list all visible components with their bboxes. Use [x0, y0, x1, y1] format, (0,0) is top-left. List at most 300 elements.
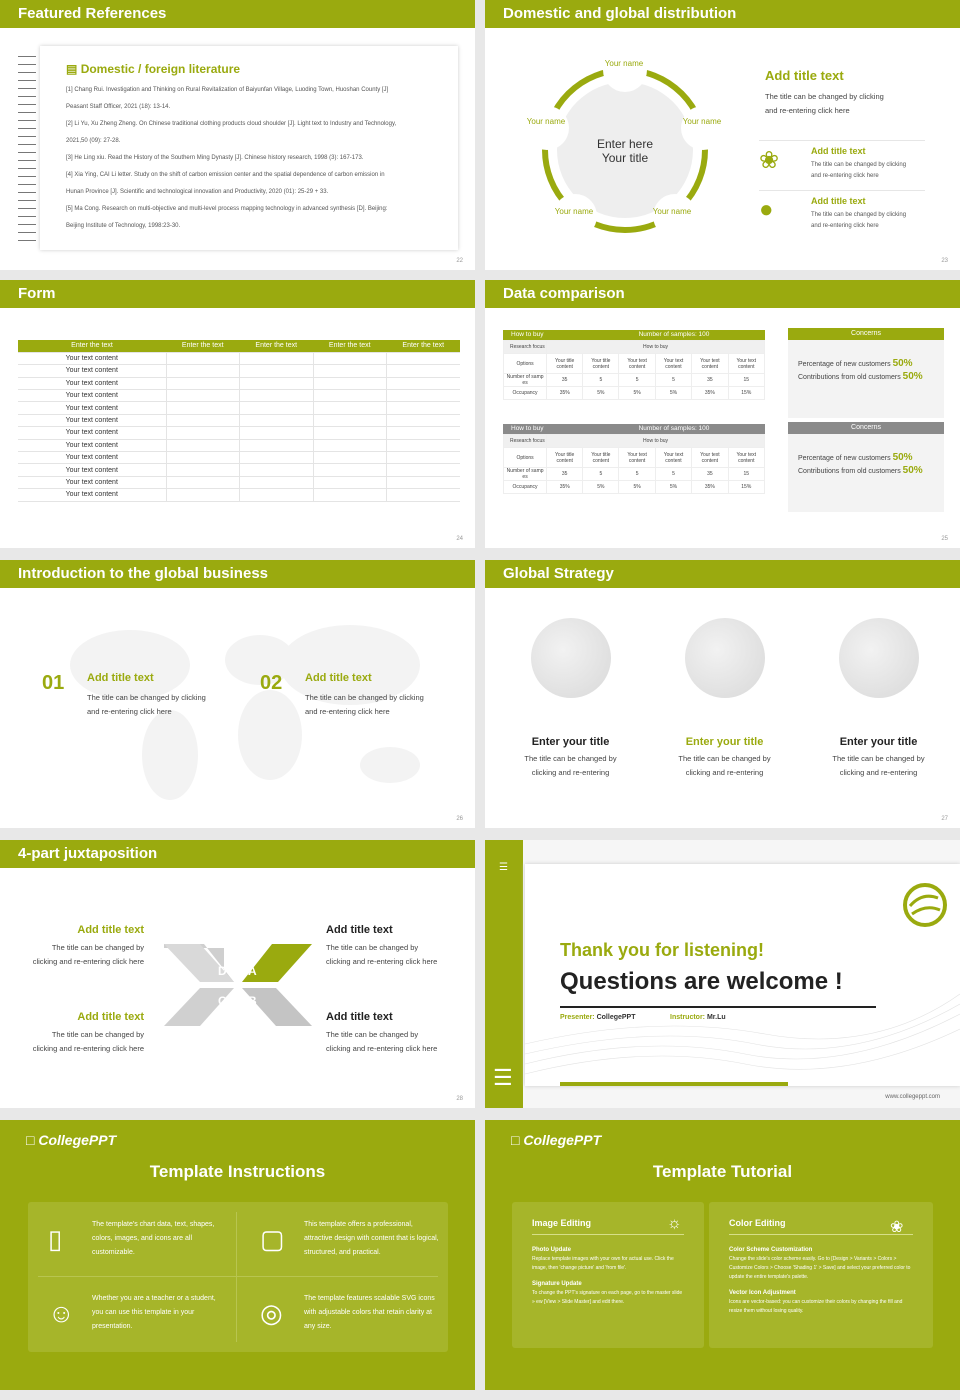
item-title: Add title text	[811, 146, 866, 156]
table-cell	[313, 439, 387, 451]
node-right	[681, 106, 725, 150]
concerns-label: Percentage of new customers	[798, 455, 891, 462]
slide-form	[0, 280, 475, 548]
table-cell: 35%	[547, 387, 583, 400]
quadrant-letter: D	[218, 964, 227, 978]
globe-logo-icon	[902, 882, 948, 928]
table-header: Enter the text	[313, 340, 387, 352]
table-cell	[313, 476, 387, 488]
table-cell	[240, 402, 314, 414]
item-desc: clicking and re-entering click here	[326, 1044, 438, 1053]
table-cell	[240, 464, 314, 476]
item-title: Add title text	[305, 672, 372, 684]
reference-card	[40, 46, 458, 250]
item-title: Enter your title	[839, 736, 918, 748]
quadrant-letter: C	[218, 994, 227, 1008]
item-desc: The title can be changed by	[326, 943, 419, 952]
table-cell	[313, 352, 387, 364]
table-cell: 5%	[619, 481, 655, 494]
table-cell: Your text content	[18, 427, 166, 439]
table-cell	[166, 377, 240, 389]
table-cell: Your text content	[619, 448, 655, 468]
table-cell	[166, 365, 240, 377]
bar-left: How to buy	[511, 331, 544, 338]
table-row	[504, 341, 765, 354]
table-cell	[240, 452, 314, 464]
table-cell: 15%	[728, 387, 764, 400]
book-icon: ▯	[48, 1224, 63, 1254]
slide-distribution	[485, 0, 960, 270]
slide-title: Featured References	[0, 0, 475, 28]
table-cell	[313, 365, 387, 377]
section-title: Photo Update	[532, 1247, 571, 1253]
globe-icon	[685, 618, 765, 698]
cycle-node-label: Your name	[526, 117, 566, 126]
notebook-spiral	[18, 52, 36, 244]
table-cell: Occupancy	[504, 387, 547, 400]
concerns-label: Contributions from old customers	[798, 374, 901, 381]
table-cell	[313, 377, 387, 389]
data-table	[503, 340, 765, 400]
table-cell	[387, 402, 461, 414]
quadrant-letter: A	[248, 964, 257, 978]
reference-line: [1] Chang Rui. Investigation and Thinking on Rural Revitalization of Baiyunfan Village, Luoding Town, Huoshan County [J]	[66, 87, 389, 93]
item-number: 01	[42, 672, 65, 694]
table-cell: How to buy	[547, 341, 765, 354]
table-cell: 5	[583, 468, 619, 481]
item-desc: and re-entering click here	[305, 707, 390, 716]
table-cell: 5%	[655, 387, 691, 400]
table-cell: 35%	[692, 387, 728, 400]
table-cell: 5%	[655, 481, 691, 494]
reference-line: [3] He Ling xiu. Read the History of the Southern Ming Dynasty [J]. Chinese history research, 1998 (3): 167-173.	[66, 155, 364, 161]
table-cell	[387, 365, 461, 377]
instructor-line: Instructor: Mr.Lu	[670, 1014, 726, 1021]
table-cell	[166, 464, 240, 476]
table-cell	[240, 489, 314, 501]
strategy-item	[493, 736, 648, 780]
table-cell: Options	[504, 354, 547, 374]
table-row	[18, 402, 460, 414]
table-cell: Your title content	[547, 354, 583, 374]
reference-list	[66, 82, 458, 235]
table-cell: Your text content	[692, 354, 728, 374]
table-row	[18, 452, 460, 464]
table-cell: 35	[547, 468, 583, 481]
table-row	[18, 352, 460, 364]
item-title: Add title text	[77, 1011, 144, 1023]
cycle-node-label: Your name	[604, 59, 644, 68]
page-number: 26	[456, 816, 463, 822]
instructions-title: Template Instructions	[149, 1162, 326, 1181]
slide-title: Domestic and global distribution	[485, 0, 960, 28]
node-left	[525, 106, 569, 150]
concerns-box	[788, 422, 944, 512]
lightbulb-icon: ☼	[667, 1215, 682, 1232]
slide-title: Data comparison	[485, 280, 960, 308]
slide-data-comparison	[485, 280, 960, 548]
form-table	[18, 340, 460, 502]
instruction-text: The template features scalable SVG icons with adjustable colors that retain clarity at any size.	[304, 1295, 435, 1330]
table-cell	[387, 464, 461, 476]
reference-line: Beijing Institute of Technology, 1998:23-30.	[66, 223, 181, 229]
table-header: Enter the text	[240, 340, 314, 352]
item-desc: clicking and re-entering	[839, 768, 918, 777]
bar-right: Number of samples: 100	[638, 331, 710, 338]
concerns-value: 50%	[892, 358, 913, 369]
layers-icon: ☰	[493, 1065, 513, 1090]
china-map-icon: ❀	[759, 147, 780, 174]
section-text: Change the slide's color scheme easily. Go to [Design > Variants > Colors > Customize Colors > Choose 'Shading 1' > Save] and select your preferred color to update the entire template's palette.	[729, 1256, 911, 1280]
page-number: 22	[456, 258, 463, 264]
menu-icon: ☰	[499, 862, 508, 873]
table-cell	[387, 427, 461, 439]
table-cell	[240, 390, 314, 402]
juxtaposition-item	[326, 924, 444, 969]
table-cell: Your text content	[18, 452, 166, 464]
table-cell: 5%	[619, 387, 655, 400]
item-title: Add title text	[87, 672, 154, 684]
table-cell	[166, 476, 240, 488]
concerns-label: Contributions from old customers	[798, 468, 901, 475]
table-cell	[313, 390, 387, 402]
table-cell	[166, 352, 240, 364]
data-table	[503, 434, 765, 494]
node-top	[603, 48, 647, 92]
main-title: Add title text	[765, 68, 844, 83]
table-cell	[240, 427, 314, 439]
table-cell	[387, 452, 461, 464]
palette-icon: ❀	[890, 1219, 904, 1236]
item-desc: and re-entering click here	[811, 173, 879, 179]
table-cell	[240, 476, 314, 488]
table-row	[504, 468, 765, 481]
concerns-line	[798, 358, 944, 369]
table-cell	[166, 414, 240, 426]
table-cell: 5	[619, 468, 655, 481]
table-cell: Research focus	[504, 435, 547, 448]
slide-template-tutorial	[485, 1120, 960, 1390]
section-title: Signature Update	[532, 1281, 582, 1287]
table-cell	[240, 414, 314, 426]
strategy-item	[647, 736, 802, 780]
reference-line: [2] Li Yu, Xu Zheng Zheng. On Chinese traditional clothing products cloud shoulder [J]. Light text to Industry and Technology,	[66, 121, 397, 127]
item-desc: The title can be changed by	[51, 943, 144, 952]
item-divider	[759, 140, 925, 141]
concerns-box	[788, 328, 944, 418]
table-cell	[387, 414, 461, 426]
slide-global-business	[0, 560, 475, 828]
page-number: 24	[456, 536, 463, 542]
table-cell: Research focus	[504, 341, 547, 354]
table-cell	[166, 452, 240, 464]
table-cell: Options	[504, 448, 547, 468]
table-cell	[166, 439, 240, 451]
table-cell: 35	[692, 468, 728, 481]
instruction-text: This template offers a professional, attractive design with content that is logical, structured, and practical.	[304, 1221, 439, 1256]
table-cell	[240, 377, 314, 389]
table-cell: Your text content	[18, 439, 166, 451]
website-url: www.collegeppt.com	[885, 1094, 940, 1100]
item-title: Add title text	[326, 924, 393, 936]
section-text: To change the PPT's signature on each page, go to the master slide » ew [View > Slide Master] and edit there.	[532, 1290, 683, 1305]
panel-title: Color Editing	[729, 1218, 913, 1235]
item-desc: The title can be changed by	[326, 1030, 419, 1039]
reference-line: 2021,50 (09): 27-28.	[66, 138, 121, 144]
table-row	[504, 481, 765, 494]
section-title: Vector Icon Adjustment	[729, 1290, 796, 1296]
table-cell	[313, 452, 387, 464]
table-cell: 5	[583, 374, 619, 387]
table-cell: 35%	[547, 481, 583, 494]
bottom-green-line	[560, 1082, 788, 1086]
table-cell: Your text content	[18, 489, 166, 501]
table-row	[18, 365, 460, 377]
table-cell	[313, 402, 387, 414]
table-cell	[240, 352, 314, 364]
item-title: Enter your title	[531, 736, 610, 748]
concerns-line	[798, 371, 944, 382]
juxtaposition-item	[326, 1011, 444, 1056]
table-row	[504, 448, 765, 468]
quadrant-letter: B	[248, 994, 257, 1008]
table-cell	[313, 464, 387, 476]
comparison-table	[503, 424, 765, 494]
item-desc: The title can be changed by clicking	[305, 693, 424, 702]
table-row	[18, 414, 460, 426]
reference-line: [4] Xia Ying, CAI Li letter. Study on the shift of carbon emission center and the spatial dependence of carbon emission in	[66, 172, 385, 178]
table-header: Enter the text	[18, 340, 166, 352]
table-row	[504, 387, 765, 400]
strategy-item	[801, 736, 956, 780]
table-cell: 5	[619, 374, 655, 387]
page-number: 27	[941, 816, 948, 822]
item-desc: and re-entering click here	[811, 223, 879, 229]
comparison-table	[503, 330, 765, 400]
instruction-text: Whether you are a teacher or a student, you can use this template in your presentation.	[92, 1295, 216, 1330]
table-row	[18, 390, 460, 402]
slide-title: Form	[0, 280, 475, 308]
table-cell: Your text content	[692, 448, 728, 468]
book-icon: ▤	[66, 62, 78, 76]
concerns-title: Concerns	[788, 422, 944, 434]
item-title: Enter your title	[685, 736, 764, 748]
section-text: Icons are vector-based: you can customize their colors by changing the fill and resize them without losing quality.	[729, 1299, 903, 1314]
table-header: Enter the text	[387, 340, 461, 352]
page-number: 23	[941, 258, 948, 264]
concerns-title: Concerns	[788, 328, 944, 340]
item-desc: The title can be changed by clicking	[87, 693, 206, 702]
reference-heading: Domestic / foreign literature	[80, 62, 241, 76]
item-desc: The title can be changed by	[51, 1030, 144, 1039]
collegeppt-logo: □ CollegePPT	[26, 1132, 117, 1148]
item-desc: The title can be changed by clicking	[811, 212, 907, 218]
item-title: Add title text	[811, 196, 866, 206]
table-row	[18, 427, 460, 439]
table-cell: Your text content	[728, 354, 764, 374]
item-desc: and re-entering click here	[87, 707, 172, 716]
table-header: Enter the text	[166, 340, 240, 352]
table-cell	[240, 365, 314, 377]
table-cell: Your title content	[583, 448, 619, 468]
item-divider	[759, 190, 925, 191]
bar-right: Number of samples: 100	[638, 425, 710, 432]
table-cell: How to buy	[547, 435, 765, 448]
cycle-node-label: Your name	[652, 207, 692, 216]
cycle-node-label: Your name	[554, 207, 594, 216]
table-cell: 35	[692, 374, 728, 387]
desc-line: The title can be changed by clicking	[765, 92, 884, 101]
table-cell: Number of samp es	[504, 374, 547, 387]
reference-line: Peasant Staff Officer, 2021 (18): 13-14.	[66, 104, 171, 110]
table-cell	[387, 439, 461, 451]
table-cell	[387, 377, 461, 389]
table-cell	[166, 489, 240, 501]
table-row	[504, 374, 765, 387]
table-cell: 5	[655, 374, 691, 387]
juxtaposition-item	[26, 924, 144, 969]
center-line: Your title	[601, 151, 649, 165]
page-number: 28	[456, 1096, 463, 1102]
basketball-icon: ◎	[260, 1298, 283, 1328]
thanks-text: Thank you for listening!	[560, 940, 765, 960]
table-cell	[166, 427, 240, 439]
slide-global-strategy	[485, 560, 960, 828]
concerns-line	[798, 452, 944, 463]
table-cell: Your text content	[18, 352, 166, 364]
table-cell	[240, 439, 314, 451]
table-cell: Your text content	[728, 448, 764, 468]
table-row	[504, 435, 765, 448]
panel-divider	[38, 1276, 438, 1277]
main-description	[765, 90, 884, 118]
table-cell: Your text content	[655, 448, 691, 468]
item-desc: clicking and re-entering click here	[32, 1044, 144, 1053]
table-cell	[166, 402, 240, 414]
title-divider	[560, 1006, 876, 1008]
item-number: 02	[260, 672, 283, 694]
table-cell	[387, 390, 461, 402]
table-cell	[166, 390, 240, 402]
wallet-icon: ▢	[260, 1224, 285, 1254]
slide-title: 4-part juxtaposition	[0, 840, 475, 868]
table-cell: Your text content	[18, 402, 166, 414]
desc-line: and re-entering click here	[765, 106, 850, 115]
table-cell: 5	[655, 468, 691, 481]
cycle-center-title	[585, 137, 665, 165]
concerns-line	[798, 465, 944, 476]
presenter-line: Presenter: CollegePPT	[560, 1014, 636, 1021]
table-cell: 15%	[728, 481, 764, 494]
table-row	[18, 464, 460, 476]
questions-text: Questions are welcome !	[560, 968, 843, 995]
table-row	[18, 377, 460, 389]
slide-title: Global Strategy	[485, 560, 960, 588]
four-arrows-diagram	[160, 940, 316, 1030]
globe-icon: ●	[759, 196, 774, 223]
item-desc: The title can be changed by	[832, 754, 925, 763]
table-cell: 15	[728, 468, 764, 481]
table-cell: Your text content	[18, 476, 166, 488]
table-cell: Your text content	[619, 354, 655, 374]
cycle-node-label: Your name	[682, 117, 722, 126]
table-cell: 5%	[583, 387, 619, 400]
collegeppt-logo: □ CollegePPT	[511, 1132, 602, 1148]
section-text: Replace template images with your own for actual use. Click the image, then 'change picture' and 'from file'.	[532, 1256, 674, 1271]
item-desc: The title can be changed by	[524, 754, 617, 763]
table-cell: Number of samp es	[504, 468, 547, 481]
concerns-value: 50%	[892, 452, 913, 463]
node-bottom-right	[653, 194, 697, 238]
page-number: 25	[941, 536, 948, 542]
table-cell	[387, 476, 461, 488]
table-cell: Your title content	[547, 448, 583, 468]
globe-icon	[839, 618, 919, 698]
table-cell: Your text content	[18, 414, 166, 426]
table-cell	[313, 427, 387, 439]
content-card	[525, 864, 960, 1086]
table-cell: Your text content	[18, 377, 166, 389]
slide-4-part	[0, 840, 475, 1108]
center-line: Enter here	[596, 137, 654, 151]
table-bar	[503, 424, 765, 434]
table-cell: Your text content	[18, 390, 166, 402]
item-title: Add title text	[326, 1011, 393, 1023]
item-desc: The title can be changed by	[678, 754, 771, 763]
table-cell: Your text content	[655, 354, 691, 374]
section-title: Color Scheme Customization	[729, 1247, 813, 1253]
reference-line: Hunan Province [J]. Scientific and technological innovation and Productivity, 2020 (01): 25-29 + 33.	[66, 189, 329, 195]
table-cell: 35%	[692, 481, 728, 494]
table-cell: Your text content	[18, 365, 166, 377]
table-cell: Occupancy	[504, 481, 547, 494]
table-cell: Your text content	[18, 464, 166, 476]
concerns-value: 50%	[902, 465, 923, 476]
item-desc: clicking and re-entering click here	[326, 957, 438, 966]
panel-divider	[236, 1212, 237, 1342]
panel-title: Image Editing	[532, 1218, 684, 1235]
item-desc: clicking and re-entering click here	[32, 957, 144, 966]
slide-template-instructions	[0, 1120, 475, 1390]
table-cell: 35	[547, 374, 583, 387]
table-cell	[313, 489, 387, 501]
table-row	[504, 354, 765, 374]
globe-icon	[531, 618, 611, 698]
table-row	[18, 489, 460, 501]
slide-title: Introduction to the global business	[0, 560, 475, 588]
slide-thank-you	[485, 840, 960, 1108]
table-cell: 15	[728, 374, 764, 387]
table-cell	[313, 414, 387, 426]
instruction-text: The template's chart data, text, shapes, colors, images, and icons are all customizable.	[92, 1221, 215, 1256]
item-desc: The title can be changed by clicking	[811, 162, 907, 168]
table-cell	[387, 352, 461, 364]
slide-featured-references	[0, 0, 475, 270]
user-card-icon: ☺	[48, 1298, 75, 1328]
tutorial-title: Template Tutorial	[652, 1162, 793, 1181]
node-bottom-left	[553, 194, 597, 238]
table-row	[18, 439, 460, 451]
reference-line: [5] Ma Cong. Research on multi-objective and multi-level process mapping technology in advanced synthesis [D]. Beijing:	[66, 206, 388, 212]
item-title: Add title text	[77, 924, 144, 936]
table-row	[18, 476, 460, 488]
bar-left: How to buy	[511, 425, 544, 432]
table-cell	[387, 489, 461, 501]
concerns-value: 50%	[902, 371, 923, 382]
table-cell: 5%	[583, 481, 619, 494]
item-desc: clicking and re-entering	[531, 768, 610, 777]
juxtaposition-item	[26, 1011, 144, 1056]
